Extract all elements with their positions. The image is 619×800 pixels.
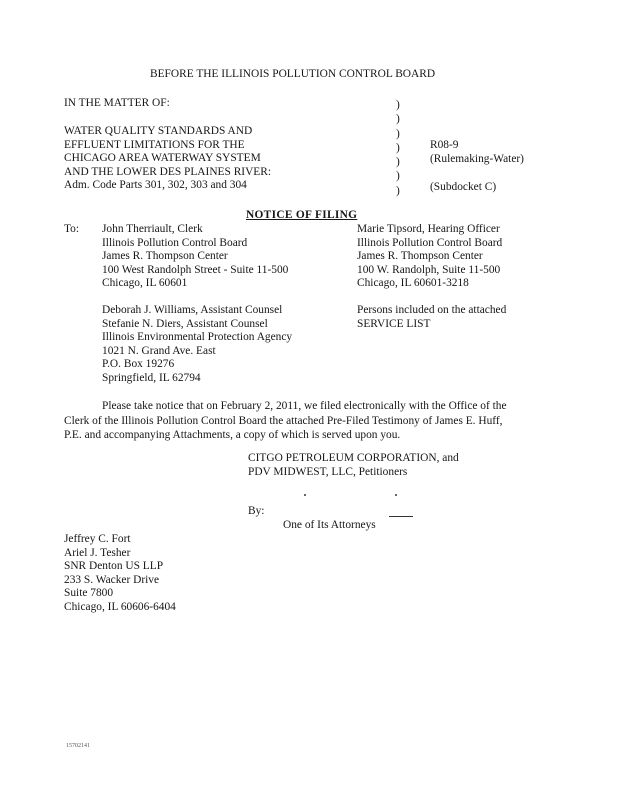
paragraph-line: Please take notice that on February 2, 2011, we filed electronically with the Office of the [102, 400, 507, 412]
counsel-block [64, 533, 176, 614]
board-title: BEFORE THE ILLINOIS POLLUTION CONTROL BOARD [150, 68, 436, 80]
by-label: By: [248, 505, 265, 517]
address-line: Marie Tipsord, Hearing Officer [357, 223, 500, 235]
paragraph-line: Clerk of the Illinois Pollution Control Board the attached Pre-Filed Testimony of James E. Huff, [64, 414, 503, 427]
caption-block [64, 125, 271, 193]
address-line: P.O. Box 19276 [102, 358, 175, 370]
paren: ) [396, 170, 400, 183]
notice-title: NOTICE OF FILING [246, 209, 358, 221]
address-line: Stefanie N. Diers, Assistant Counsel [102, 317, 268, 330]
address-line: 100 W. Randolph, Suite 11-500 [357, 263, 501, 276]
counsel-line: Suite 7800 [64, 587, 114, 599]
recipient-clerk [102, 223, 288, 291]
address-line: Illinois Pollution Control Board [102, 236, 248, 249]
counsel-line: SNR Denton US LLP [64, 560, 164, 572]
address-line: Chicago, IL 60601-3218 [357, 277, 469, 289]
document-number: 15702141 [66, 743, 90, 749]
signature-line [389, 516, 413, 517]
paren: ) [396, 99, 400, 111]
counsel-line: Chicago, IL 60606-6404 [64, 600, 176, 613]
paren: ) [396, 184, 400, 197]
caption-line: AND THE LOWER DES PLAINES RIVER: [64, 165, 272, 178]
recipient-hearing-officer [357, 223, 502, 291]
notice-paragraph [64, 399, 507, 443]
recipient-service-list [357, 304, 506, 331]
address-line: Springfield, IL 62794 [102, 371, 201, 384]
docket-number: R08-9 [430, 139, 459, 151]
address-line: James R. Thompson Center [102, 250, 228, 262]
petitioner-line: PDV MIDWEST, LLC, Petitioners [248, 465, 408, 478]
petitioner-line: CITGO PETROLEUM CORPORATION, and [248, 452, 459, 464]
address-line: Chicago, IL 60601 [102, 277, 188, 289]
counsel-line: 233 S. Wacker Drive [64, 573, 160, 586]
caption-line: WATER QUALITY STANDARDS AND [64, 125, 253, 137]
address-line: Illinois Environmental Protection Agency [102, 331, 293, 343]
subdocket: (Subdocket C) [430, 181, 497, 193]
to-label: To: [64, 223, 80, 235]
address-line: John Therriault, Clerk [102, 223, 203, 235]
petitioners-block [248, 452, 459, 479]
address-line: Persons included on the attached [357, 304, 507, 316]
counsel-line: Ariel J. Tesher [64, 546, 131, 559]
attorney-role: One of Its Attorneys [283, 519, 376, 531]
scan-speck [395, 494, 397, 496]
address-line: 100 West Randolph Street - Suite 11-500 [102, 263, 289, 276]
matter-label: IN THE MATTER OF: [64, 97, 170, 109]
caption-line: CHICAGO AREA WATERWAY SYSTEM [64, 152, 261, 164]
caption-line: EFFLUENT LIMITATIONS FOR THE [64, 138, 245, 151]
paren: ) [396, 141, 400, 154]
caption-line: Adm. Code Parts 301, 302, 303 and 304 [64, 179, 247, 191]
paren: ) [396, 113, 400, 126]
address-line: James R. Thompson Center [357, 250, 483, 262]
address-line: 1021 N. Grand Ave. East [102, 344, 216, 357]
paren: ) [396, 156, 400, 169]
paren: ) [396, 127, 400, 140]
docket-type: (Rulemaking-Water) [430, 153, 524, 165]
address-line: Deborah J. Williams, Assistant Counsel [102, 304, 283, 316]
counsel-line: Jeffrey C. Fort [64, 533, 131, 545]
scan-speck [304, 494, 306, 496]
recipient-epa-counsel [102, 304, 292, 385]
address-line: Illinois Pollution Control Board [357, 236, 503, 249]
paragraph-line: P.E. and accompanying Attachments, a copy of which is served upon you. [64, 429, 401, 441]
caption-parentheses [396, 98, 400, 198]
address-line: SERVICE LIST [357, 317, 431, 330]
